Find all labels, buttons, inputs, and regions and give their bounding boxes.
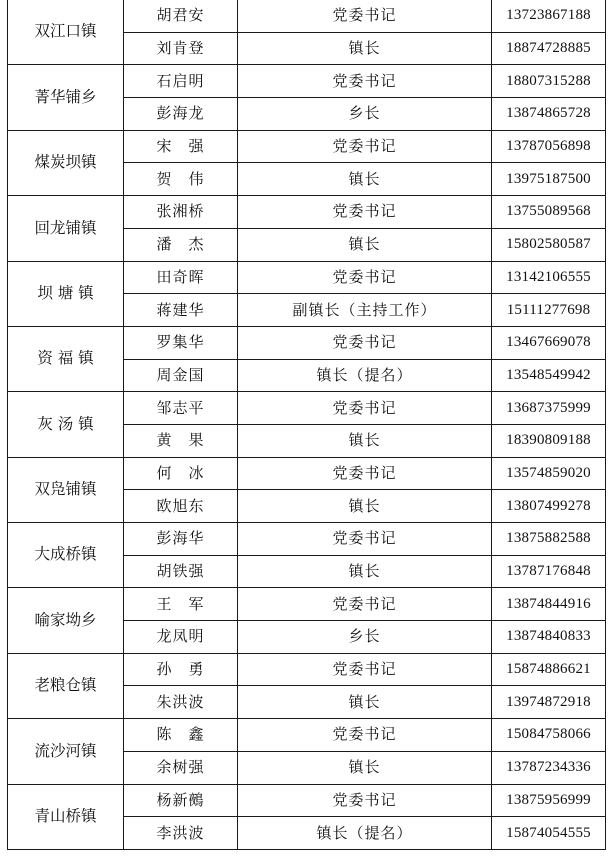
position-cell: 镇长 <box>238 686 492 719</box>
town-name-cell: 菁华铺乡 <box>8 65 124 130</box>
official-name-cell: 彭海龙 <box>124 98 238 131</box>
town-name-cell: 坝 塘 镇 <box>8 261 124 326</box>
town-name-cell: 青山桥镇 <box>8 784 124 849</box>
position-cell: 党委书记 <box>238 130 492 163</box>
phone-number-cell: 13875882588 <box>492 523 606 556</box>
position-cell: 镇长（提名） <box>238 817 492 850</box>
table-row <box>8 65 606 98</box>
town-name-cell: 喻家坳乡 <box>8 588 124 653</box>
officials-table-body <box>8 0 606 849</box>
phone-number-cell: 13974872918 <box>492 686 606 719</box>
position-cell: 党委书记 <box>238 392 492 425</box>
phone-number-cell: 13467669078 <box>492 326 606 359</box>
position-cell: 镇长 <box>238 228 492 261</box>
table-row <box>8 588 606 621</box>
position-cell: 乡长 <box>238 621 492 654</box>
town-name-cell: 大成桥镇 <box>8 523 124 588</box>
town-name-cell: 资 福 镇 <box>8 326 124 391</box>
table-row <box>8 719 606 752</box>
position-cell: 党委书记 <box>238 653 492 686</box>
official-name-cell: 王 军 <box>124 588 238 621</box>
table-row <box>8 130 606 163</box>
table-row <box>8 392 606 425</box>
officials-table <box>7 0 606 850</box>
table-row <box>8 784 606 817</box>
official-name-cell: 黄 果 <box>124 424 238 457</box>
official-name-cell: 杨新鵺 <box>124 784 238 817</box>
position-cell: 副镇长（主持工作） <box>238 294 492 327</box>
position-cell: 党委书记 <box>238 588 492 621</box>
position-cell: 镇长 <box>238 490 492 523</box>
table-row <box>8 457 606 490</box>
official-name-cell: 张湘桥 <box>124 196 238 229</box>
position-cell: 党委书记 <box>238 523 492 556</box>
table-row <box>8 326 606 359</box>
phone-number-cell: 15874054555 <box>492 817 606 850</box>
official-name-cell: 罗集华 <box>124 326 238 359</box>
town-name-cell: 流沙河镇 <box>8 719 124 784</box>
official-name-cell: 欧旭东 <box>124 490 238 523</box>
town-name-cell: 灰 汤 镇 <box>8 392 124 457</box>
position-cell: 党委书记 <box>238 0 492 32</box>
position-cell: 党委书记 <box>238 326 492 359</box>
phone-number-cell: 13142106555 <box>492 261 606 294</box>
official-name-cell: 石启明 <box>124 65 238 98</box>
official-name-cell: 邹志平 <box>124 392 238 425</box>
phone-number-cell: 15874886621 <box>492 653 606 686</box>
phone-number-cell: 18807315288 <box>492 65 606 98</box>
phone-number-cell: 13807499278 <box>492 490 606 523</box>
phone-number-cell: 13874844916 <box>492 588 606 621</box>
position-cell: 镇长 <box>238 555 492 588</box>
position-cell: 镇长 <box>238 32 492 65</box>
phone-number-cell: 15084758066 <box>492 719 606 752</box>
document-page <box>7 0 605 850</box>
position-cell: 党委书记 <box>238 196 492 229</box>
phone-number-cell: 13548549942 <box>492 359 606 392</box>
official-name-cell: 田奇晖 <box>124 261 238 294</box>
official-name-cell: 刘肯登 <box>124 32 238 65</box>
table-row <box>8 261 606 294</box>
position-cell: 党委书记 <box>238 784 492 817</box>
position-cell: 乡长 <box>238 98 492 131</box>
official-name-cell: 贺 伟 <box>124 163 238 196</box>
official-name-cell: 余树强 <box>124 751 238 784</box>
official-name-cell: 潘 杰 <box>124 228 238 261</box>
phone-number-cell: 18390809188 <box>492 424 606 457</box>
phone-number-cell: 13574859020 <box>492 457 606 490</box>
phone-number-cell: 13874840833 <box>492 621 606 654</box>
phone-number-cell: 13874865728 <box>492 98 606 131</box>
town-name-cell: 双凫铺镇 <box>8 457 124 522</box>
official-name-cell: 龙凤明 <box>124 621 238 654</box>
official-name-cell: 胡铁强 <box>124 555 238 588</box>
phone-number-cell: 15802580587 <box>492 228 606 261</box>
official-name-cell: 孙 勇 <box>124 653 238 686</box>
table-row <box>8 653 606 686</box>
town-name-cell: 双江口镇 <box>8 0 124 65</box>
phone-number-cell: 13723867188 <box>492 0 606 32</box>
phone-number-cell: 13787056898 <box>492 130 606 163</box>
position-cell: 党委书记 <box>238 65 492 98</box>
phone-number-cell: 13787176848 <box>492 555 606 588</box>
official-name-cell: 陈 鑫 <box>124 719 238 752</box>
official-name-cell: 周金国 <box>124 359 238 392</box>
official-name-cell: 朱洪波 <box>124 686 238 719</box>
position-cell: 镇长 <box>238 163 492 196</box>
town-name-cell: 回龙铺镇 <box>8 196 124 261</box>
position-cell: 镇长 <box>238 751 492 784</box>
official-name-cell: 宋 强 <box>124 130 238 163</box>
phone-number-cell: 13787234336 <box>492 751 606 784</box>
table-row <box>8 0 606 32</box>
phone-number-cell: 13975187500 <box>492 163 606 196</box>
phone-number-cell: 15111277698 <box>492 294 606 327</box>
position-cell: 党委书记 <box>238 457 492 490</box>
official-name-cell: 李洪波 <box>124 817 238 850</box>
official-name-cell: 蒋建华 <box>124 294 238 327</box>
position-cell: 镇长（提名） <box>238 359 492 392</box>
town-name-cell: 老粮仓镇 <box>8 653 124 718</box>
position-cell: 镇长 <box>238 424 492 457</box>
phone-number-cell: 13687375999 <box>492 392 606 425</box>
phone-number-cell: 18874728885 <box>492 32 606 65</box>
phone-number-cell: 13875956999 <box>492 784 606 817</box>
official-name-cell: 何 冰 <box>124 457 238 490</box>
official-name-cell: 胡君安 <box>124 0 238 32</box>
official-name-cell: 彭海华 <box>124 523 238 556</box>
table-row <box>8 196 606 229</box>
table-row <box>8 523 606 556</box>
position-cell: 党委书记 <box>238 719 492 752</box>
phone-number-cell: 13755089568 <box>492 196 606 229</box>
town-name-cell: 煤炭坝镇 <box>8 130 124 195</box>
position-cell: 党委书记 <box>238 261 492 294</box>
